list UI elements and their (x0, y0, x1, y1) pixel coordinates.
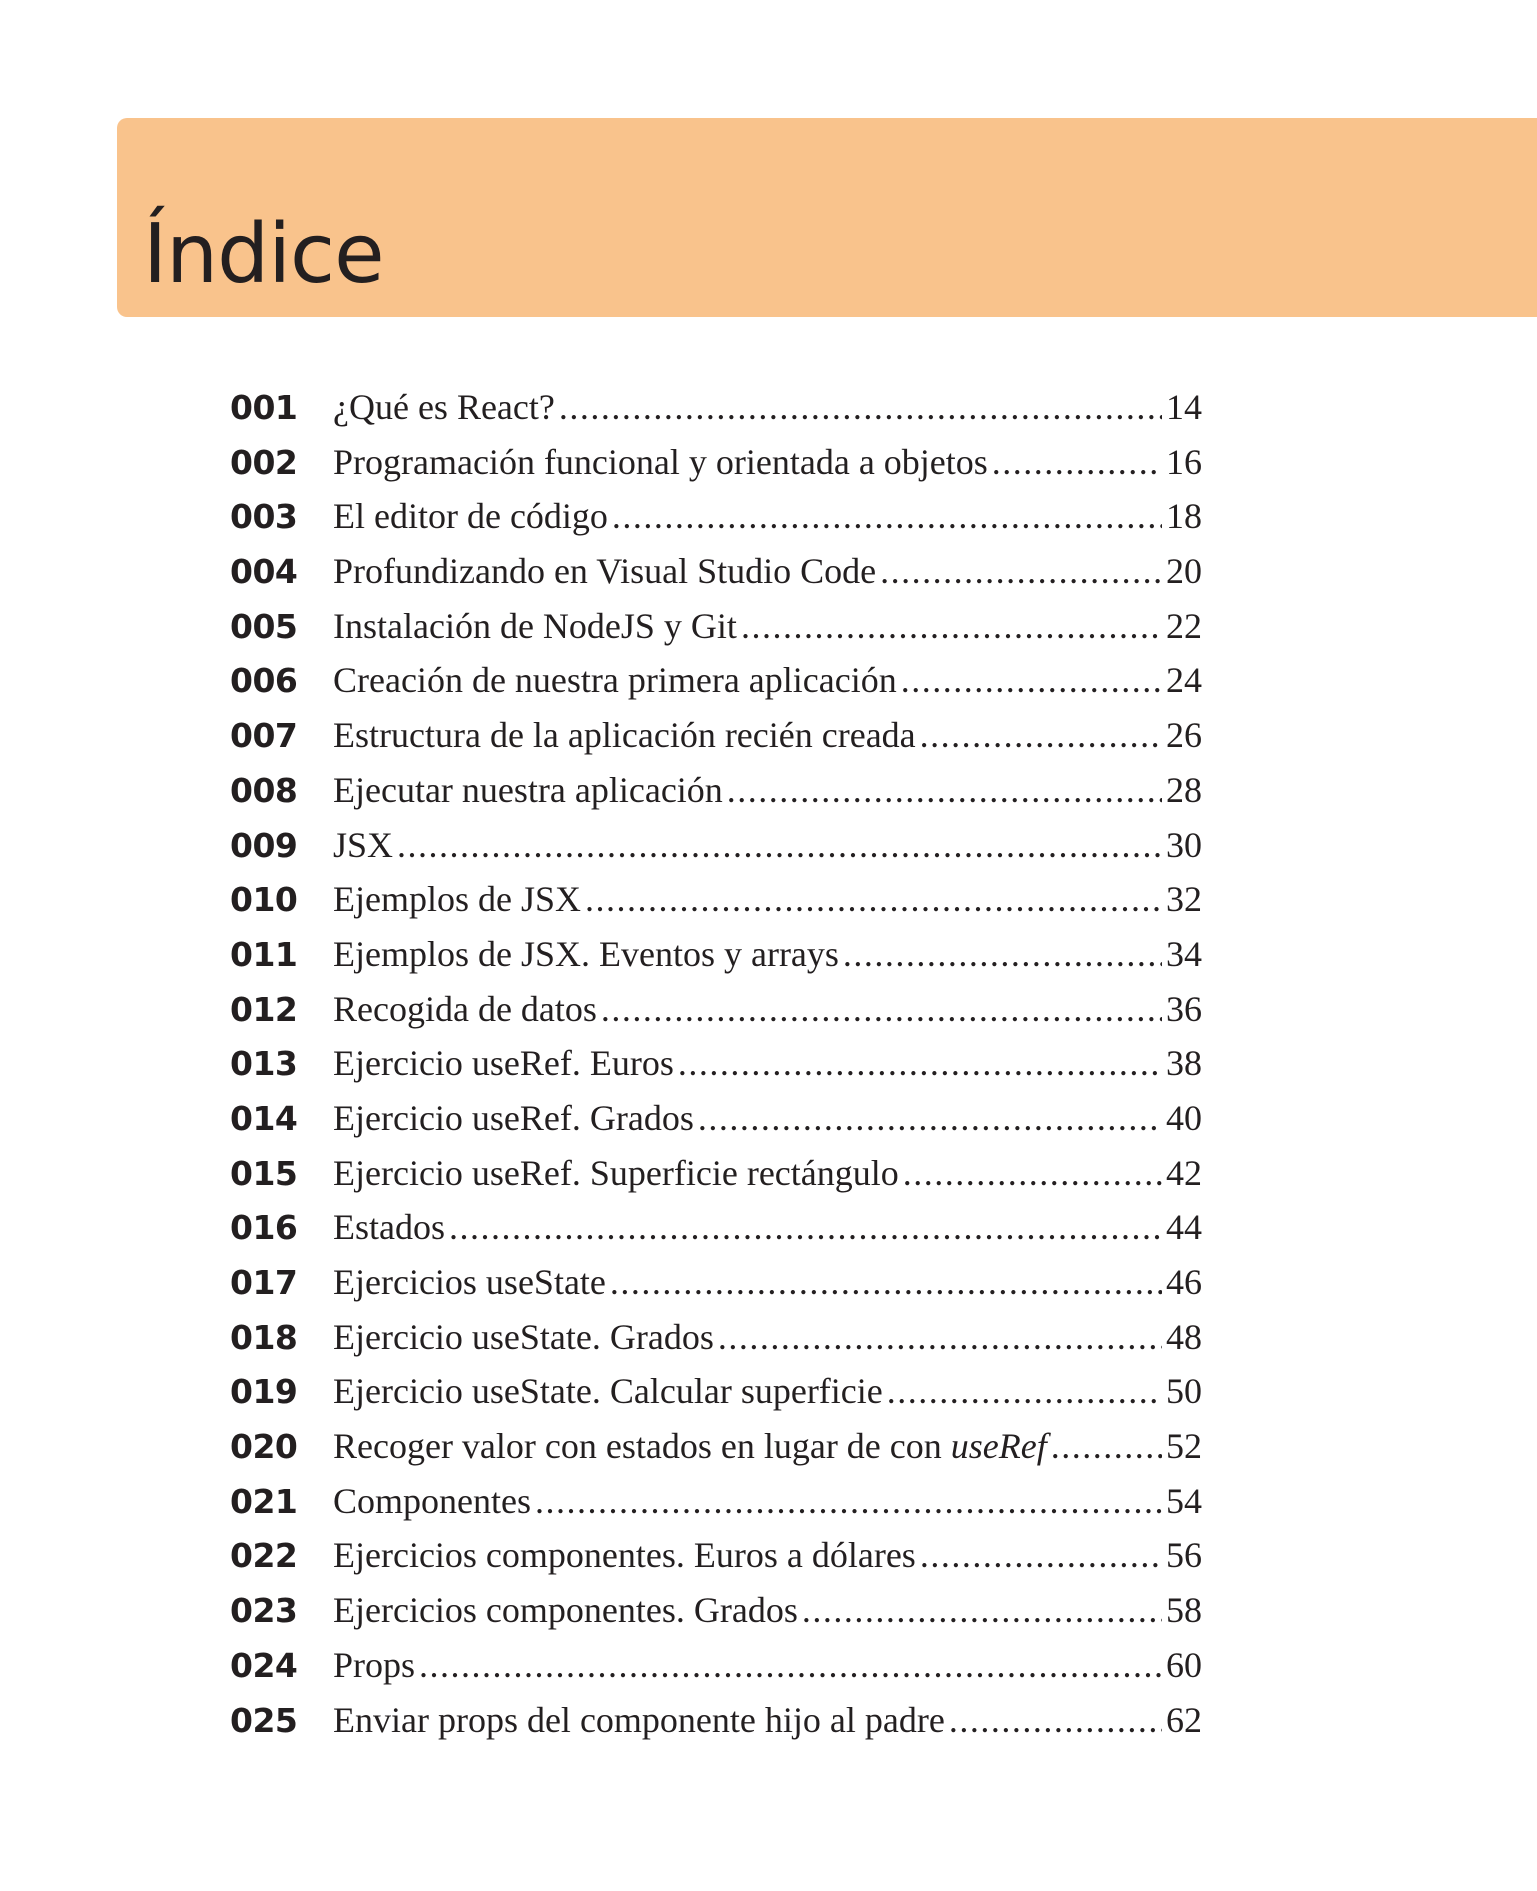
entry-page-number: 62 (1166, 1699, 1202, 1740)
entry-number: 011 (230, 934, 298, 974)
entry-page-number: 16 (1166, 441, 1202, 482)
dot-leader (949, 1693, 1162, 1748)
entry-number: 006 (230, 661, 298, 701)
entry-title: Estructura de la aplicación recién creada (333, 715, 916, 756)
dot-leader (920, 708, 1162, 763)
entry-number: 025 (230, 1700, 298, 1740)
toc-entry-001[interactable] (230, 380, 1202, 435)
toc-entry-024[interactable] (230, 1638, 1202, 1693)
dot-leader (535, 1474, 1162, 1529)
toc-entry-004[interactable] (230, 544, 1202, 599)
entry-page-number: 22 (1166, 605, 1202, 646)
entry-title: Ejercicios componentes. Euros a dólares (333, 1535, 916, 1576)
entry-title: ¿Qué es React? (333, 387, 555, 427)
entry-number: 001 (230, 388, 298, 427)
entry-number: 008 (230, 770, 298, 810)
entry-number: 015 (230, 1153, 298, 1193)
entry-title: Ejercicios componentes. Grados (333, 1590, 798, 1631)
page-title: Índice (143, 207, 384, 302)
entry-title (333, 1419, 1047, 1474)
entry-title: Creación de nuestra primera aplicación (333, 660, 897, 701)
entry-page-number: 40 (1166, 1097, 1202, 1138)
toc-entry-019[interactable] (230, 1364, 1202, 1419)
dot-leader (903, 1146, 1162, 1201)
toc-entry-007[interactable] (230, 708, 1202, 763)
entry-number: 023 (230, 1591, 298, 1631)
entry-number: 016 (230, 1208, 298, 1248)
dot-leader (901, 653, 1162, 708)
entry-number: 018 (230, 1317, 298, 1357)
entry-title: Ejercicio useState. Calcular superficie (333, 1371, 883, 1412)
entry-number: 017 (230, 1263, 298, 1302)
toc-entry-018[interactable] (230, 1310, 1202, 1365)
entry-number: 010 (230, 880, 298, 920)
entry-title: Componentes (333, 1480, 531, 1521)
entry-title: Props (333, 1644, 416, 1685)
dot-leader (397, 818, 1162, 873)
entry-number: 022 (230, 1536, 298, 1576)
entry-page-number: 54 (1166, 1480, 1202, 1521)
entry-page-number: 32 (1166, 879, 1202, 920)
entry-title-text: Recoger valor con estados en lugar de con (333, 1426, 951, 1467)
dot-leader (802, 1583, 1162, 1638)
entry-page-number: 38 (1166, 1043, 1202, 1084)
entry-number: 014 (230, 1098, 298, 1138)
entry-page-number: 28 (1166, 769, 1202, 810)
entry-number: 005 (230, 606, 298, 646)
dot-leader (698, 1091, 1162, 1146)
entry-page-number: 18 (1166, 496, 1202, 537)
toc-entry-023[interactable] (230, 1583, 1202, 1638)
entry-title: Ejemplos de JSX (333, 879, 581, 920)
entry-number: 009 (230, 825, 298, 865)
entry-page-number: 46 (1166, 1262, 1202, 1302)
entry-page-number: 44 (1166, 1207, 1202, 1248)
dot-leader (880, 544, 1162, 599)
toc-entry-014[interactable] (230, 1091, 1202, 1146)
entry-page-number: 42 (1166, 1152, 1202, 1193)
entry-page-number: 48 (1166, 1316, 1202, 1357)
entry-number: 013 (230, 1044, 298, 1084)
entry-title: Profundizando en Visual Studio Code (333, 551, 877, 592)
toc-entry-015[interactable] (230, 1146, 1202, 1201)
entry-number: 007 (230, 716, 298, 756)
dot-leader (559, 380, 1162, 435)
entry-title: Ejercicios useState (333, 1262, 606, 1302)
entry-page-number: 56 (1166, 1535, 1202, 1576)
entry-title: Ejecutar nuestra aplicación (333, 769, 723, 810)
entry-page-number: 20 (1166, 551, 1202, 592)
entry-title: Ejercicio useRef. Grados (333, 1097, 694, 1138)
entry-title: El editor de código (333, 496, 608, 537)
entry-number: 004 (230, 552, 298, 592)
entry-page-number: 14 (1166, 387, 1202, 427)
toc-entry-021[interactable] (230, 1474, 1202, 1529)
dot-leader (1051, 1419, 1162, 1474)
entry-title: Ejemplos de JSX. Eventos y arrays (333, 933, 839, 974)
entry-page-number: 52 (1166, 1426, 1202, 1467)
table-of-contents (230, 380, 1202, 1747)
dot-leader (741, 599, 1162, 654)
dot-leader (419, 1638, 1162, 1693)
entry-page-number: 26 (1166, 715, 1202, 756)
entry-title: Recogida de datos (333, 988, 597, 1029)
dot-leader (585, 872, 1162, 927)
dot-leader (887, 1364, 1162, 1419)
toc-entry-013[interactable] (230, 1036, 1202, 1091)
toc-entry-011[interactable] (230, 927, 1202, 982)
toc-entry-009[interactable] (230, 818, 1202, 873)
entry-page-number: 36 (1166, 988, 1202, 1029)
entry-number: 021 (230, 1481, 298, 1521)
entry-number: 020 (230, 1427, 298, 1467)
entry-page-number: 24 (1166, 660, 1202, 701)
dot-leader (727, 763, 1162, 818)
entry-title: Programación funcional y orientada a objetos (333, 441, 988, 482)
entry-title: Estados (333, 1207, 445, 1248)
entry-number: 003 (230, 497, 298, 537)
entry-page-number: 34 (1166, 933, 1202, 974)
toc-entry-016[interactable] (230, 1200, 1202, 1255)
dot-leader (449, 1200, 1162, 1255)
toc-entry-010[interactable] (230, 872, 1202, 927)
dot-leader (992, 435, 1162, 490)
entry-title: Enviar props del componente hijo al padre (333, 1699, 945, 1740)
toc-entry-020[interactable] (230, 1419, 1202, 1474)
entry-number: 012 (230, 989, 298, 1029)
entry-number: 002 (230, 442, 298, 482)
entry-page-number: 60 (1166, 1644, 1202, 1685)
dot-leader (601, 982, 1162, 1037)
dot-leader (718, 1310, 1162, 1365)
entry-number: 024 (230, 1645, 298, 1685)
toc-entry-022[interactable] (230, 1528, 1202, 1583)
toc-entry-006[interactable] (230, 653, 1202, 708)
entry-page-number: 50 (1166, 1371, 1202, 1412)
entry-title: Instalación de NodeJS y Git (333, 605, 737, 646)
toc-entry-025[interactable] (230, 1693, 1202, 1748)
dot-leader (612, 489, 1162, 544)
toc-entry-012[interactable] (230, 982, 1202, 1037)
entry-title: Ejercicio useRef. Euros (333, 1043, 674, 1084)
toc-entry-017[interactable] (230, 1255, 1202, 1310)
dot-leader (678, 1036, 1162, 1091)
entry-title: Ejercicio useRef. Superficie rectángulo (333, 1152, 899, 1193)
entry-page-number: 30 (1166, 824, 1202, 865)
entry-title: JSX (333, 824, 394, 865)
toc-entry-003[interactable] (230, 489, 1202, 544)
dot-leader (843, 927, 1162, 982)
toc-entry-005[interactable] (230, 599, 1202, 654)
entry-title-code: useRef (950, 1426, 1047, 1467)
entry-page-number: 58 (1166, 1590, 1202, 1631)
toc-entry-008[interactable] (230, 763, 1202, 818)
entry-number: 019 (230, 1372, 298, 1412)
dot-leader (610, 1255, 1162, 1310)
toc-entry-002[interactable] (230, 435, 1202, 490)
dot-leader (920, 1528, 1162, 1583)
entry-title: Ejercicio useState. Grados (333, 1316, 714, 1357)
